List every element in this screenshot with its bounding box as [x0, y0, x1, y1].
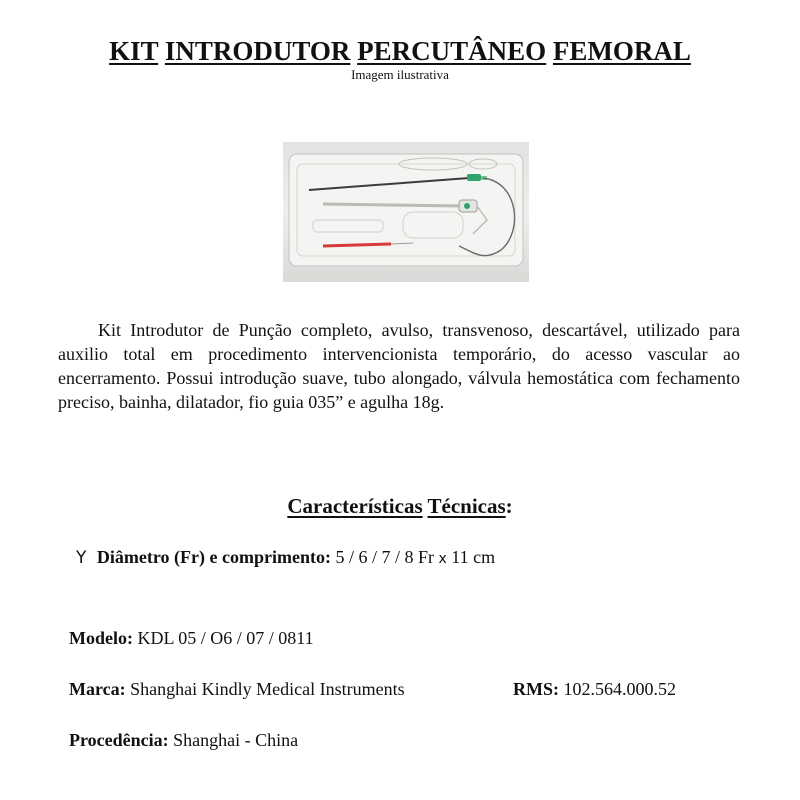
spec-value: 11 cm [451, 547, 496, 567]
heading-word: Características [287, 494, 423, 518]
times-sign: x [438, 551, 447, 567]
brand-value: Shanghai Kindly Medical Instruments [130, 679, 405, 699]
spec-label: Diâmetro (Fr) e comprimento: [96, 547, 331, 567]
rms-row [513, 677, 676, 701]
title-word: KIT [109, 36, 159, 66]
model-row [69, 626, 314, 650]
brand-label: Marca: [69, 679, 126, 699]
rms-value: 102.564.000.52 [563, 679, 676, 699]
spec-value: 5 / 6 / 7 / 8 Fr [335, 547, 434, 567]
title-word: PERCUTÂNEO [357, 36, 547, 66]
model-value: KDL 05 / O6 / 07 / 0811 [137, 628, 314, 648]
page-title [0, 36, 800, 66]
rms-label: RMS: [513, 679, 559, 699]
heading-colon: : [505, 494, 513, 518]
image-caption: Imagem ilustrativa [351, 67, 449, 82]
product-photo [283, 142, 529, 282]
section-heading [0, 493, 800, 519]
origin-value: Shanghai - China [173, 730, 299, 750]
title-word: INTRODUTOR [164, 36, 351, 66]
origin-row [69, 728, 298, 752]
title-word: FEMORAL [552, 36, 691, 66]
origin-label: Procedência: [69, 730, 169, 750]
product-description: Kit Introdutor de Punção completo, avulso, transvenoso, descartável, utilizado para auxilio total em procedimento intervencionista temporário, do acesso vascular ao encerramento. Possui introdução suave, tubo alongado, válvula hemostática com fechamento preciso, bainha, dilatador, fio guia 035” e agulha 18g. [58, 320, 740, 412]
spec-diameter [76, 545, 495, 571]
model-label: Modelo: [69, 628, 133, 648]
heading-word: Técnicas [427, 494, 506, 518]
brand-row [69, 677, 405, 701]
bullet-icon: Y [76, 548, 87, 568]
